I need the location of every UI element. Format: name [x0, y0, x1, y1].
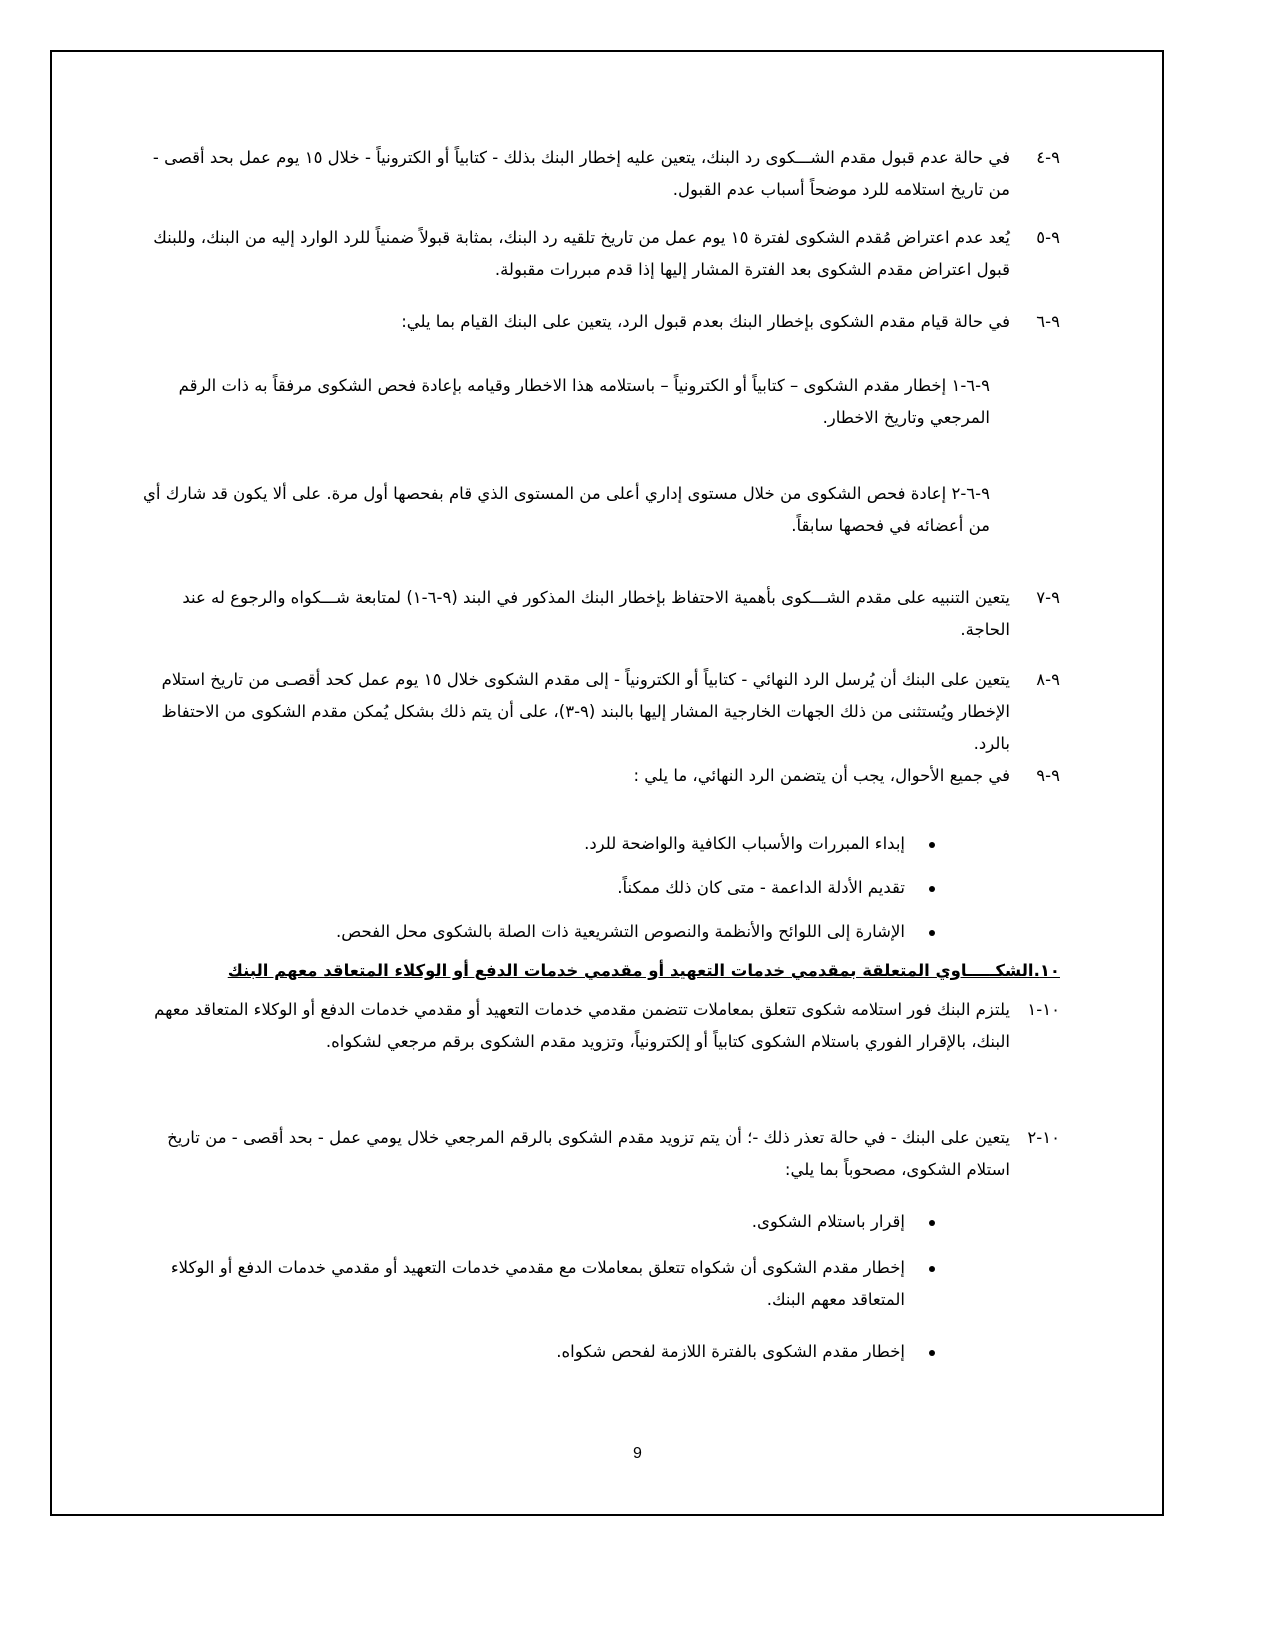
bullet-item: [584, 828, 935, 860]
bullet-icon: [929, 886, 935, 892]
item-text: في جميع الأحوال، يجب أن يتضمن الرد النهائي، ما يلي :: [633, 766, 1010, 785]
item-text: في حالة قيام مقدم الشكوى بإخطار البنك بعدم قبول الرد، يتعين على البنك القيام بما يلي:: [401, 312, 1010, 331]
bullet-text: إخطار مقدم الشكوى بالفترة اللازمة لفحص شكواه.: [556, 1342, 905, 1361]
item-number: ١٠-١: [1027, 1000, 1060, 1019]
bullet-item: [556, 1336, 935, 1368]
item-text: يتعين التنبيه على مقدم الشـــكوى بأهمية الاحتفاظ بإخطار البنك المذكور في البند (٩-٦-١) لمتابعة شـــكواه والرجوع له عند الحاجة.: [182, 588, 1010, 639]
bullet-text: إبداء المبررات والأسباب الكافية والواضحة للرد.: [584, 834, 905, 853]
bullet-icon: [929, 842, 935, 848]
subitem-text: ٩-٦-١ إخطار مقدم الشكوى – كتابياً أو الكترونياً – باستلامه هذا الاخطار وقيامه بإعادة فحص الشكوى مرفقاً به ذات الرقم المرجعي وتاريخ الاخطار.: [178, 376, 990, 427]
item-number: ٩-٨: [1036, 670, 1060, 689]
item-number: ٩-٤: [1036, 148, 1060, 167]
bullet-item: [140, 1252, 935, 1316]
item-text: يُعد عدم اعتراض مُقدم الشكوى لفترة ١٥ يوم عمل من تاريخ تلقيه رد البنك، بمثابة قبولاً ضمنياً للرد الوارد إليه من البنك، وللبنك قبول اعتراض مقدم الشكوى بعد الفترة المشار إليها إذا قدم مبررات مقبولة.: [153, 228, 1010, 279]
item-number: ٩-٦: [1036, 312, 1060, 331]
item-text: يتعين على البنك أن يُرسل الرد النهائي - كتابياً أو الكترونياً - إلى مقدم الشكوى خلال ١٥ يوم عمل كحد أقصـى من تاريخ استلام الإخطار ويُستثنى من ذلك الجهات الخارجية المشار إليها بالبند (٩-٣)، على أن يتم ذلك بشكل يُمكن مقدم الشكوى من الاحتفاظ بالرد.: [161, 670, 1010, 753]
bullet-item: [336, 916, 935, 948]
item-number: ٩-٧: [1036, 588, 1060, 607]
section-heading: ١٠.الشكـــــاوي المتعلقة بمقدمي خدمات التعهيد أو مقدمي خدمات الدفع أو الوكلاء المتعاقد معهم البنك: [227, 961, 1060, 980]
item-text: يتعين على البنك - في حالة تعذر ذلك -؛ أن يتم تزويد مقدم الشكوى بالرقم المرجعي خلال يومي عمل - بحد أقصى - من تاريخ استلام الشكوى، مصحوباً بما يلي:: [167, 1128, 1010, 1179]
subitem-text: ٩-٦-٢ إعادة فحص الشكوى من خلال مستوى إداري أعلى من المستوى الذي قام بفحصها أول مرة. على ألا يكون قد شارك أي من أعضائه في فحصها سابقاً.: [142, 484, 990, 535]
bullet-text: إخطار مقدم الشكوى أن شكواه تتعلق بمعاملات مع مقدمي خدمات التعهيد أو مقدمي خدمات الدفع أو الوكلاء المتعاقد معهم البنك.: [170, 1258, 905, 1309]
bullet-text: تقديم الأدلة الداعمة - متى كان ذلك ممكناً.: [617, 878, 905, 897]
item-number: ٩-٩: [1036, 766, 1060, 785]
item-number: ٩-٥: [1036, 228, 1060, 247]
bullet-item: [752, 1206, 935, 1238]
bullet-icon: [929, 1350, 935, 1356]
bullet-icon: [929, 1220, 935, 1226]
item-text: في حالة عدم قبول مقدم الشـــكوى رد البنك، يتعين عليه إخطار البنك بذلك - كتابياً أو الكترونياً - خلال ١٥ يوم عمل بحد أقصى - من تاريخ استلامه للرد موضحاً أسباب عدم القبول.: [152, 148, 1010, 199]
item-number: ١٠-٢: [1027, 1128, 1060, 1147]
bullet-icon: [929, 1266, 935, 1272]
page-number: 9: [633, 1445, 642, 1462]
bullet-text: الإشارة إلى اللوائح والأنظمة والنصوص التشريعية ذات الصلة بالشكوى محل الفحص.: [336, 922, 905, 941]
item-text: يلتزم البنك فور استلامه شكوى تتعلق بمعاملات تتضمن مقدمي خدمات التعهيد أو مقدمي خدمات الدفع أو الوكلاء المتعاقد معهم البنك، بالإقرار الفوري باستلام الشكوى كتابياً أو إلكترونياً، وتزويد مقدم الشكوى برقم مرجعي لشكواه.: [154, 1000, 1010, 1051]
bullet-text: إقرار باستلام الشكوى.: [751, 1212, 905, 1231]
bullet-item: [617, 872, 935, 904]
bullet-icon: [929, 930, 935, 936]
